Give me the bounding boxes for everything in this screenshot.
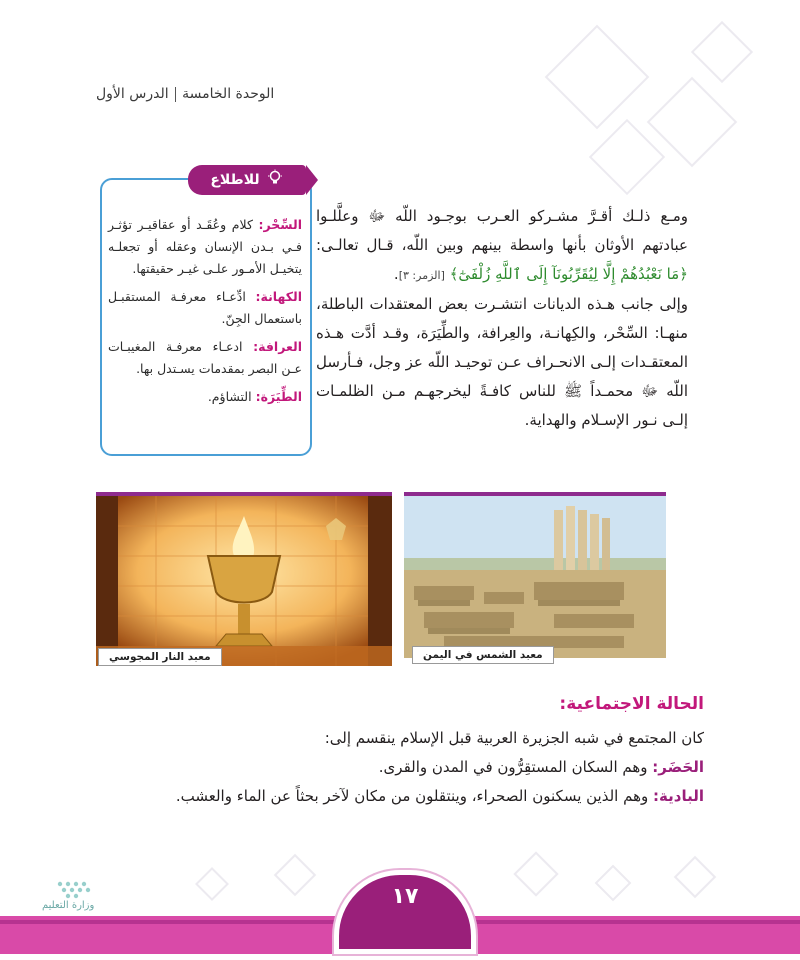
term: الكهانة: [255, 289, 302, 304]
bulb-icon [266, 169, 284, 191]
info-box-title [188, 165, 306, 195]
photo-sun-temple [404, 492, 666, 658]
info-box-content [108, 214, 302, 414]
page-number: ١٧ [391, 884, 419, 909]
term: الحَضَر: [652, 758, 704, 776]
ministry-logo [14, 878, 124, 918]
term: السِّحْر: [258, 217, 302, 232]
definition: التشاؤم. [207, 389, 256, 404]
definition-sihr [108, 214, 302, 280]
quran-verse: ﴿مَا نَعْبُدُهُمْ إِلَّا لِيُقَرِّبُونَآ إِلَى ٱللَّهِ زُلْفَىٰٓ﴾ [449, 265, 688, 283]
header-divider [175, 87, 177, 102]
info-box-title-text: للاطلاع [210, 172, 260, 188]
verse-reference: [الزمر: ٣] [398, 269, 445, 282]
caption-sun-temple: معبد الشمس في اليمن [412, 646, 554, 664]
page-number-badge [334, 870, 476, 954]
social-item-badia [104, 782, 704, 811]
definition-irafa [108, 336, 302, 380]
social-intro: كان المجتمع في شبه الجزيرة العربية قبل الإسلام ينقسم إلى: [324, 729, 704, 747]
term: الطِّيَرَة: [255, 389, 302, 404]
term: العرافة: [253, 339, 302, 354]
caption-fire-temple: معبد النار المجوسي [98, 648, 222, 666]
definition: كلام وعُقَـد أو عقاقيـر تؤثـر فـي بـدن الإنسان وعقله أو تجعلـه يتخيـل الأمـور علـى غيـر حقيقتها. [108, 217, 302, 276]
definition: ادعـاء معرفـة المغيبـات عـن البصر بمقدمات يسـتدل بها. [108, 339, 302, 376]
unit-label: الوحدة الخامسة [182, 86, 275, 102]
lesson-label: الدرس الأول [96, 86, 169, 102]
term: البادية: [653, 787, 704, 805]
social-item-hadar [104, 753, 704, 782]
page-header [96, 86, 274, 102]
paragraph-text: ومـع ذلـك أقـرَّ مشـركو العـرب بوجـود اللّه ﷻ وعلَّلـوا عبادتهم الأوثان بأنها واسطة بينهم وبين اللّه، قـال تعالـى: [316, 207, 688, 254]
definition: ادِّعـاء معرفـة المستقبـل باستعمال الجِنّ. [108, 289, 302, 326]
photo-fire-temple [96, 492, 392, 666]
section-title-social: الحالة الاجتماعية: [559, 694, 704, 714]
definition-tiyara [108, 386, 302, 408]
definition: وهم السكان المستقِرُّون في المدن والقرى. [378, 758, 653, 776]
definition-kahana [108, 286, 302, 330]
logo-text: وزارة التعليم [42, 900, 95, 911]
main-paragraph-2: وإلى جانب هـذه الديانات انتشـرت بعض المعتقدات الباطلة، منهـا: السِّحْر، والكِهانـة، والعِرافة، والطِّيَرَة، وقـد أدَّت هـذه المعتقـدات إلـى الانحـراف عـن توحيـد اللّه عز وجل، فـأرسل اللّه ﷻ محمـداً ﷺ للناس كافـةً ليخرجهـم مـن الظلمـات إلـى نـور الإسـلام والهداية. [316, 295, 688, 429]
definition: وهم الذين يسكنون الصحراء، وينتقلون من مكان لآخر بحثاً عن الماء والعشب. [175, 787, 654, 805]
main-paragraph-1: ومـع ذلـك أقـرَّ مشـركو العـرب بوجـود اللّه ﷻ وعلَّلـوا عبادتهم الأوثان بأنها واسطة بينهم وبين اللّه، قـال تعالـى: ﴿مَا نَعْبُدُهُمْ إِلَّا لِيُقَرِّبُونَآ إِلَى ٱللَّهِ زُلْفَىٰٓ﴾ [الزمر: ٣]. [316, 207, 688, 283]
main-text [316, 202, 688, 435]
social-section [104, 724, 704, 811]
